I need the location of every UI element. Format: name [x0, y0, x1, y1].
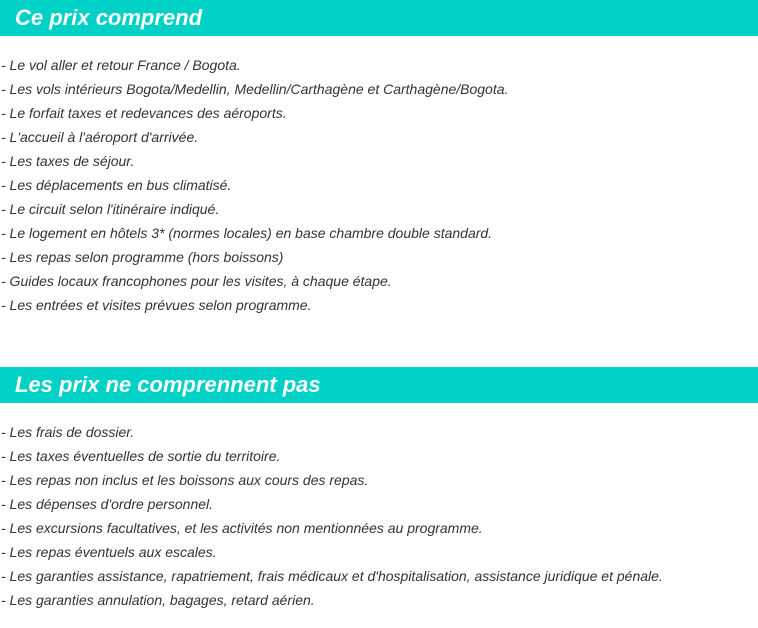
included-item: - Les taxes de séjour.: [1, 153, 135, 169]
included-item: - Les repas selon programme (hors boissons): [1, 249, 284, 265]
excluded-item: - Les dépenses d'ordre personnel.: [1, 496, 214, 512]
excluded-item: - Les frais de dossier.: [1, 424, 135, 440]
excluded-item: - Les repas éventuels aux escales.: [1, 544, 217, 560]
included-item: - Guides locaux francophones pour les visites, à chaque étape.: [1, 273, 392, 289]
excluded-item: - Les garanties annulation, bagages, retard aérien.: [1, 592, 315, 608]
included-section-banner: [0, 0, 758, 36]
excluded-section-title: Les prix ne comprennent pas: [15, 372, 321, 397]
included-item: - Les déplacements en bus climatisé.: [1, 177, 232, 193]
excluded-item: - Les garanties assistance, rapatriement, frais médicaux et d'hospitalisation, assistance juridique et pénale.: [1, 568, 663, 584]
included-item: - L'accueil à l'aéroport d'arrivée.: [1, 129, 199, 145]
included-item: - Les vols intérieurs Bogota/Medellin, Medellin/Carthagène et Carthagène/Bogota.: [1, 81, 509, 97]
excluded-items-list: [0, 420, 758, 612]
excluded-item: - Les taxes éventuelles de sortie du territoire.: [1, 448, 281, 464]
included-item: - Le logement en hôtels 3* (normes locales) en base chambre double standard.: [1, 225, 493, 241]
included-item: - Le vol aller et retour France / Bogota.: [1, 57, 241, 73]
included-item: - Les entrées et visites prévues selon programme.: [1, 297, 312, 313]
included-section-title: Ce prix comprend: [15, 5, 203, 30]
excluded-item: - Les repas non inclus et les boissons aux cours des repas.: [1, 472, 369, 488]
excluded-section-banner: [0, 367, 758, 403]
included-item: - Le forfait taxes et redevances des aéroports.: [1, 105, 287, 121]
excluded-item: - Les excursions facultatives, et les activités non mentionnées au programme.: [1, 520, 483, 536]
included-item: - Le circuit selon l'itinéraire indiqué.: [1, 201, 220, 217]
included-items-list: [0, 53, 758, 317]
